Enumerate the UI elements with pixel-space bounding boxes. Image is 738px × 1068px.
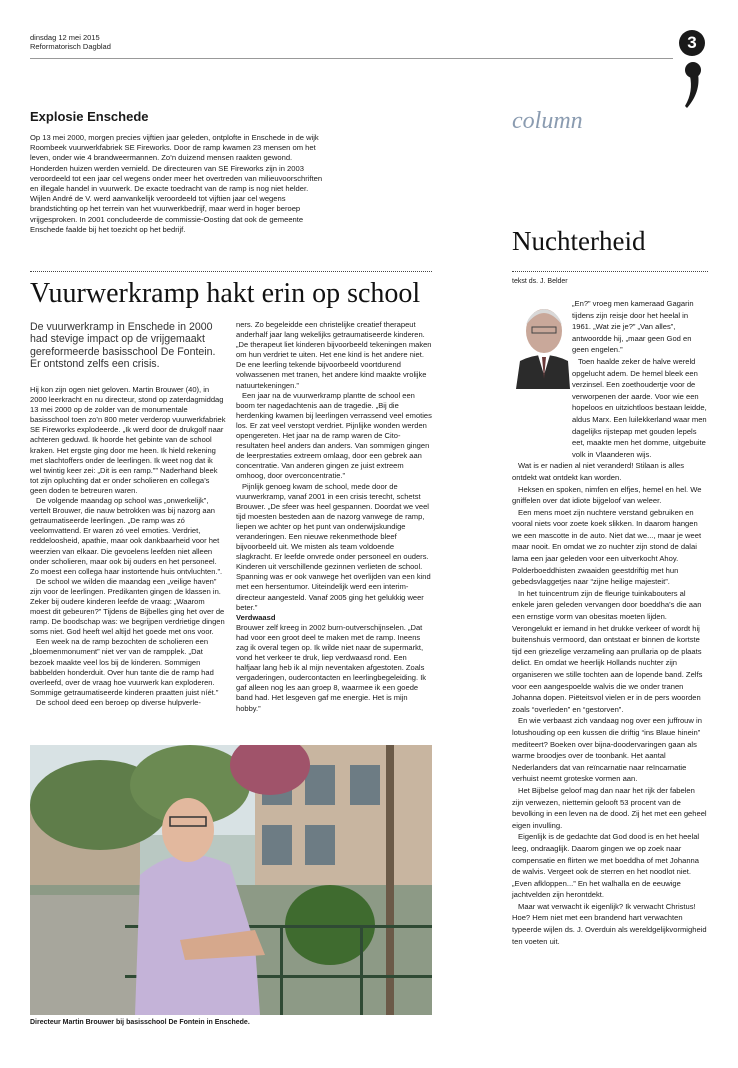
column-byline: tekst ds. J. Belder	[512, 278, 568, 285]
column-label: column	[512, 108, 583, 134]
article-title: Vuurwerkramp hakt erin op school	[30, 278, 421, 309]
paragraph: Brouwer zelf kreeg in 2002 burn-outverschijnselen. „Dat had voor een groot deel te maken met de ramp. Ineens zag ik overal tegen op. Ik wilde niet naar de supermarkt, vond het verkeer te druk, liep verdwaasd rond. Een halfjaar lang heb ik al mijn neventaken afgestoten. Zoals vergaderingen, oudercontacten en leerlingbegeleiding. Ik gaf alleen nog les aan groep 8, waarmee ik een goede band had. Het lesgeven gaf me energie. Het is mijn hobby.”	[236, 622, 427, 713]
page-number: 3	[679, 30, 705, 56]
paragraph: De school we wilden die maandag een „veilige haven” zijn voor de leerlingen. Predikanten gingen de klassen in. Zeker bij oudere kinderen leefde de vraag: „Waarom moest dit gebeuren?” Tijdens de Bijbelles ging het over de ramp. De boodschap was: we begrijpen verdrietige dingen soms niet. God heeft wel altijd het goede met ons voor.	[30, 576, 225, 637]
paragraph: De school deed een beroep op diverse hulpverle-	[36, 697, 201, 707]
paragraph: Het Bijbelse geloof mag dan naar het rijk der fabelen zijn verwezen, niettemin gelooft 53 procent van de bevolking in een leven na de dood. Zij het met een geheel eigen invulling.	[512, 785, 707, 830]
paragraph: Eigenlijk is de gedachte dat God dood is en het heelal leeg, ondraaglijk. Daarom gingen we op zoek naar compensatie en flirten we met boeddha of met Johanna de walvis. Vergeet ook de sterren en het noodlot niet. „Even afkloppen...” En het walhalla en de eeuwige jachtvelden zijn herontdekt.	[512, 832, 700, 900]
column-body	[512, 298, 707, 947]
article-column-2	[236, 320, 432, 714]
paragraph: Een mens moet zijn nuchtere verstand gebruiken en vooral niets voor zoete koek slikken. In daarom hangen we een mascotte in de auto. Niet dat we..., maar je weet maar nooit. En omdat we zo nuchter zijn stond de dalai lama een jaar geleden voor een uitverkocht Ahoy. Polderboeddhisten zwaaiden geestdriftig met hun gebedsvlaggetjes naar “zijne heilige majesteit”.	[512, 507, 702, 587]
article-subheading: Verdwaasd	[236, 612, 276, 622]
article-intro: De vuurwerkramp in Enschede in 2000 had stevige impact op de vrijgemaakt gereformeerde basisschool De Fontein. Er ontstond zelfs een crisis.	[30, 321, 216, 371]
paragraph: Heksen en spoken, nimfen en elfjes, hemel en hel. We gniffelen over dat idiote bijgeloof van weleer.	[512, 484, 702, 506]
paragraph: De volgende maandag op school was „onwerkelijk”, vertelt Brouwer, die nauw betrokken was bij nazorg aan getraumatiseerde leerlingen. „De ramp was zó veelomvattend. Er waren zó veel emoties. Verdriet, reddeloosheid, apathie, maar ook dankbaarheid voor het weerzien van elkaar. Die gevoelens leefden niet alleen onder scholieren, maar ook bij ouders en het personeel. Zo moest een collega haar instortende huis ontvluchten.”.	[30, 496, 223, 576]
article-photo	[30, 745, 432, 1015]
header-rule	[30, 58, 673, 59]
paragraph: „En?” vroeg men kameraad Gagarin tijdens zijn reisje door het heelal in 1961. „Wat zie je?” „Van alles”, antwoordde hij, „maar geen God en geen engelen.”	[572, 299, 694, 355]
paragraph: Wat is er nadien al niet veranderd! Stilaan is alles ontdekt wat ontdekt kan worden.	[512, 461, 685, 482]
issue-date: dinsdag 12 mei 2015	[30, 33, 100, 42]
publication-name: Reformatorisch Dagblad	[30, 42, 111, 51]
paragraph: Toen haalde zeker de halve wereld opgelucht adem. De hemel bleek een verzinsel. Een zoethoudertje voor de verworpenen der aarde. Voor wie een hopeloos en uitzichtloos bestaan leidde, aldus Marx. Een luilekkerland waar men dagelijks rijstepap met gouden lepels eet, maakte men het domme, uitgebuite volk in Vlaanderen wijs.	[572, 356, 707, 459]
article-column-1	[30, 385, 226, 708]
paragraph: ners. Zo begeleidde een christelijke creatief therapeut anderhalf jaar lang wekelijks getraumatiseerde kinderen. „De therapeut liet kinderen bijvoorbeeld tekeningen maken om hun verdriet te uiten. Het ene kind is het andere niet. De ene leerling tekende bijvoorbeeld voortdurend volwassenen met tranen, het andere kind maakte vrolijke natuurtekeningen.”	[236, 320, 432, 390]
paragraph: In het tuincentrum zijn de fleurige tuinkabouters al enkele jaren geleden vervangen door boeddha’s die aan een ernstige vorm van obesitas moeten lijden. Verongelukt er iemand in het drukke verkeer of wordt hij buitenshuis vermoord, dan ontstaat er binnen de kortste tijd een griezelige verzameling aan prullaria op de plaats delict. En omdat we heerlijk Hollands nuchter zijn organiseren we stille tochten aan de lopende band. Zelfs voor een aangespoelde walvis die we onder tranen Johanna dopen. Piëteitsvol vielen er in de pers woorden zoals “overleden” en “gestorven”.	[512, 588, 703, 714]
box-text: Op 13 mei 2000, morgen precies vijftien jaar geleden, ontplofte in Enschede in de wijk Roombeek vuurwerkfabriek SE Fireworks. Door de ramp kwamen 23 mensen om het leven, onder wie 4 brandweermannen. Zo’n duizend mensen raakten gewond. Honderden huizen werden vernield. De directeuren van SE Fireworks zijn in 2003 veroordeeld tot een jaar cel wegens onder meer het overtreden van milieuvoorschriften en illegale handel in vuurwerk. De exacte toedracht van de ramp is nog niet helder. Wijlen André de V. werd aanvankelijk veroordeeld tot vijftien jaar cel wegens brandstichting op het terrein van het vuurwerkbedrijf, maar werd in hoger beroep vrijgesproken. In 2001 concludeerde de commissie-Oosting dat ook de gemeente Enschede faalde bij het toezicht op het bedrijf.	[30, 133, 323, 234]
comma-ornament-icon	[684, 60, 702, 110]
column-divider	[512, 271, 708, 272]
column-title: Nuchterheid	[512, 226, 646, 256]
article-divider	[30, 271, 432, 272]
masthead	[30, 33, 111, 51]
paragraph: Een week na de ramp bezochten de scholieren een „bloemenmonument” niet ver van de rampplek. „Dat bezoek maakte veel los bij de kinderen. Sommigen babbelden honderduit. Over hun tante die de ramp had overleefd, over de vraag hoe vuurwerk kan exploderen. Sommige getraumatiseerde kinderen praatten juist níét.”	[30, 637, 219, 697]
photo-caption: Directeur Martin Brouwer bij basisschool De Fontein in Enschede.	[30, 1019, 250, 1026]
paragraph: Pijnlijk genoeg kwam de school, mede door de vuurwerkramp, vanaf 2001 in een crisis terecht, schetst Brouwer. „De sfeer was heel gespannen. Doordat we veel tijd moesten besteden aan de nazorg vanwege de ramp, liepen we achter op het punt van onderwijskundige veranderingen. Een nieuwe rekenmethode bleef bijvoorbeeld uit. We misten als team voldoende slagkracht. Er leefde onvrede onder personeel en ouders. Kinderen uit verschillende gezinnen verlieten de school. Spanning was er ook vanwege het overlijden van een kind met een hersentumor. Uiteindelijk werd een interim-directeur aangesteld. Vanaf 2005 ging het gelukkig weer beter.”	[236, 481, 431, 612]
paragraph: Een jaar na de vuurwerkramp plantte de school een boom ter nagedachtenis aan de tragedie. „Bij die herdenking kwamen bij leerlingen verrassend veel emoties los. Er zat veel verstopt verdriet. Pijnlijke wonden werden opengereten. Het jaar na de ramp waren de Cito-resultaten heel anders dan anders. Van sommigen gingen de leerprestaties extreem omlaag, door een gebrek aan concentratie. Van anderen gingen ze juist extreem omhoog, door overconcentratie.”	[236, 390, 432, 481]
paragraph: Maar wat verwacht ik eigenlijk? Ik verwacht Christus! Hoe? Hem niet met een brandend hart verwachten typeerde wijlen ds. J. Overduin als wereldgelijkvormigheid ten voeten uit.	[512, 901, 707, 946]
paragraph: En wie verbaast zich vandaag nog over een juffrouw in lotushouding op een kussen die driftig “ins Blaue hinein” mediteert? Boeken over bijna-doodervaringen gaan als warme broodjes over de toonbank. Het aantal Nederlanders dat van reïncarnatie naar reïncarnatie verhuist neemt groteske vormen aan.	[512, 716, 702, 784]
paragraph: Hij kon zijn ogen niet geloven. Martin Brouwer (40), in 2000 leerkracht en nu directeur, stond op zaterdagmiddag 13 mei 2000 op de zolder van de monumentale basisschool toen zo’n 800 meter verderop vuurwerkfabriek SE Fireworks explodeerde. „Ik werd door de drukgolf naar achteren geduwd. Ik hoorde het gebinte van de school kraken. Het ergste ging door me heen. Ik hield rekening met slachtoffers onder de leerlingen. Ik weet nog dat ik wel twintig keer zei: „Dit is een ramp.”” Naderhand bleek tot zijn opluchting dat er onder scholieren en collega’s geen doden te betreuren waren.	[30, 385, 226, 495]
box-title: Explosie Enschede	[30, 109, 149, 124]
